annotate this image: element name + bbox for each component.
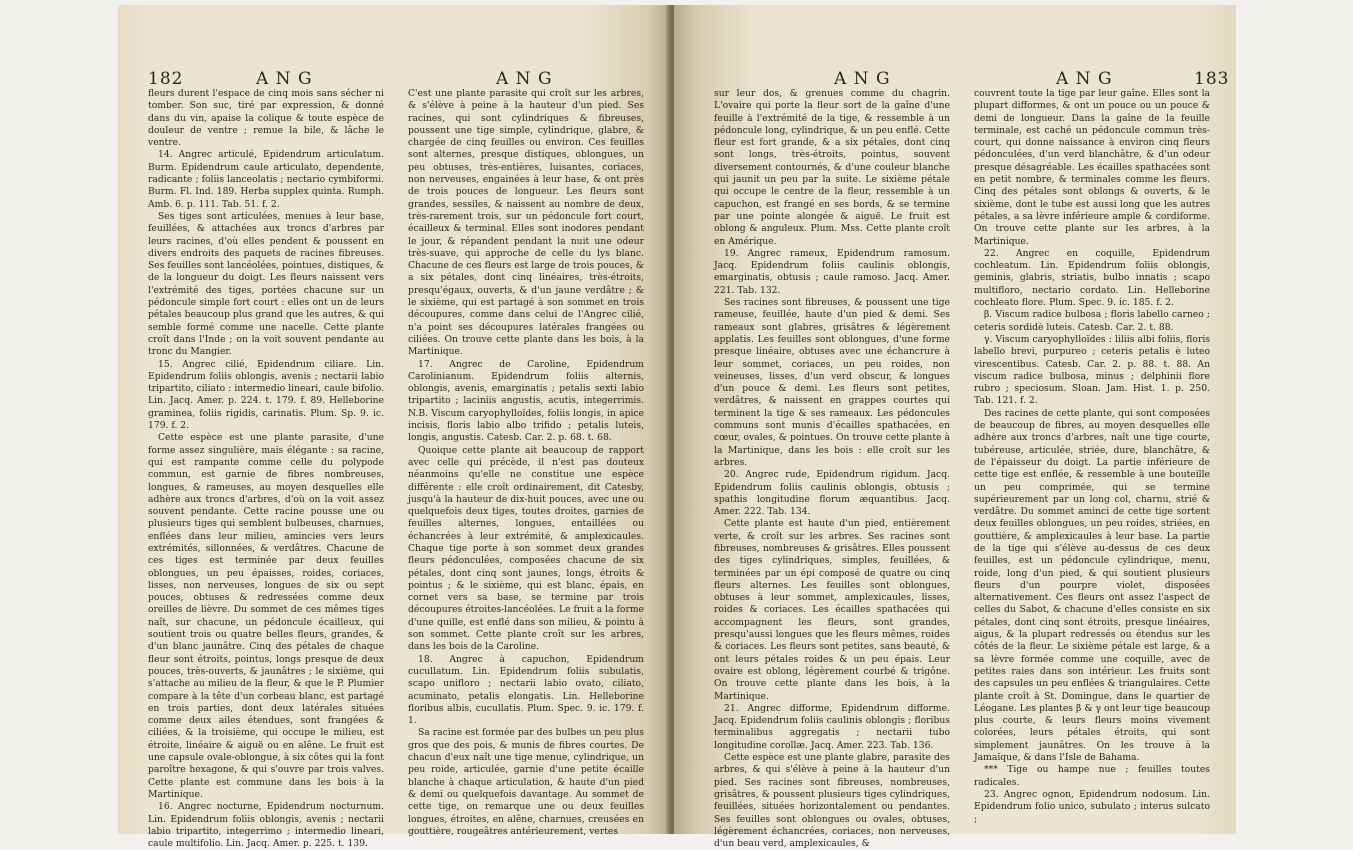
paragraph: fleurs durent l'espace de cinq mois sans sécher ni tomber. Son suc, tiré par expression, & donné dans du vin, apaise la colique & toute espèce de douleur de ventre ; remue la bile, & lâche le ventre. <box>148 88 384 149</box>
open-book <box>118 5 1236 850</box>
running-head: A N G <box>496 69 553 89</box>
paragraph: couvrent toute la tige par leur gaîne. Elles sont la plupart difformes, & ont un pouce ou un pouce & demi de longueur. Dans la gaîne de la feuille terminale, est caché un pédoncule commun très-court, qui donne naissance à environ cinq fleurs pédonculées, d'un verd blanchâtre, & d'un odeur presque désagréable. Les écailles spathacées sont en petit nombre, & terminales comme les fleurs. Cinq des pétales sont oblongs & ouverts, & le sixième, dont le tube est aussi long que les autres pétales, a sa lèvre inférieure ample & cordiforme. On trouve cette plante sur les arbres, à la Martinique. <box>974 88 1210 247</box>
paragraph: C'est une plante parasite qui croît sur les arbres, & s'élève à peine à la hauteur d'un pied. Ses racines, qui sont cylindriques & fibreuses, poussent une tige simple, cylindrique, glabre, & chargée de cinq feuilles ou environ. Ces feuilles sont alternes, presque distiques, oblongues, un peu obtuses, très-entières, luisantes, coriaces, non nerveuses, engainées à leur base, & ont près de trois pouces de longueur. Les fleurs sont grandes, sessiles, & naissent au nombre de deux, très-rarement trois, sur un pédoncule fort court, écailleux & terminal. Elles sont inodores pendant le jour, & répandent pendant la nuit une odeur très-suave, qui approche de celle du lys blanc. Chacune de ces fleurs est large de trois pouces, & a six pétales, dont cinq linéaires, très-étroits, presqu'égaux, ouverts, & d'un jaune verdâtre ; & le sixième, qui est partagé à son sommet en trois découpures, comme dans celui de l'Angrec cilié, n'a point ses découpures latérales frangées ou ciliées. On trouve cette plante dans les bois, à la Martinique. <box>408 88 644 358</box>
text-column-left <box>714 88 950 850</box>
left-page <box>118 5 670 850</box>
page-number: 183 <box>1194 69 1230 89</box>
text-column-right <box>974 88 1210 826</box>
running-head: A N G <box>834 69 891 89</box>
paragraph: 17. Angrec de Caroline, Epidendrum Carolinianum. Epidendrum foliis alternis, oblongis, avenis, emarginatis ; petalis sexti labio tripartito ; laciniis angustis, acutis, integerrimis. N.B. Viscum caryophylloïdes, foliis longis, in apice incisis, floris labio albo trifido ; petalis luteis, longis, angustis. Catesb. Car. 2. p. 68. t. 68. <box>408 358 644 444</box>
paragraph: Quoique cette plante ait beaucoup de rapport avec celle qui précède, il n'est pas douteux néanmoins qu'elle ne constitue une espèce différente : elle croît ordinairement, dit Catesby, jusqu'à la hauteur de dix-huit pouces, avec une ou quelquefois deux tiges, toutes droites, garnies de feuilles alternes, longues, entaillées ou échancrées à leur extrémité, & amplexicaules. Chaque tige porte à son sommet deux grandes fleurs pédonculées, composées chacune de six pétales, dont cinq sont jaunes, longs, étroits & pointus ; & le sixième, qui est blanc, épais, en cornet vers sa base, se termine par trois découpures étroites-lancéolées. Le fruit a la forme d'une quille, est enflé dans son milieu, & pointu à son sommet. Cette plante croît sur les arbres, dans les bois de la Caroline. <box>408 444 644 653</box>
page-number: 182 <box>148 69 184 89</box>
paragraph: γ. Viscum caryophylloïdes : liliis albi foliis, floris labello brevi, purpureo ; ceteris petalis è luteo virescentibus. Catesb. Car. 2. p. 88. t. 88. An viscum radice bulbosa, minus ; delphinii flore rubro ; speciosum. Sloan. Jam. Hist. 1. p. 250. Tab. 121. f. 2. <box>974 333 1210 407</box>
text-column-left <box>148 88 384 850</box>
right-page <box>674 5 1236 850</box>
paragraph: Des racines de cette plante, qui sont composées de beaucoup de fibres, au moyen desquelles elle adhère aux troncs d'arbres, naît une tige courte, tubéreuse, articulée, striée, dure, blanchâtre, & de l'épaisseur du doigt. La partie inférieure de cette tige est enflée, & ressemble à une bouteille un peu comprimée, qui se termine supérieurement par un long col, charnu, strié & verdâtre. Du sommet aminci de cette tige sortent deux feuilles oblongues, un peu roides, striées, en gouttière, & amplexicaules à leur base. La partie de la tige qui s'élève au-dessus de ces deux feuilles, est un pédoncule cylindrique, menu, roide, long d'un pied, & qui soutient plusieurs fleurs d'un pourpre violet, disposées alternativement. Ces fleurs ont assez l'aspect de celles du Sabot, & chacune d'elles consiste en six pétales, dont cinq sont étroits, presque linéaires, aigus, & la plupart redressés ou étendus sur les côtés de la fleur. Le sixième pétale est large, & a sa lèvre formée comme une coquille, avec de petites raies dans son intérieur. Les fruits sont des capsules un peu enflées & triangulaires. Cette plante croît à St. Domingue, dans le quartier de Léogane. Les plantes β & γ ont leur tige beaucoup plus courte, & leurs fleurs moins vivement colorées, leurs pétales étroits, qui sont simplement jaunâtres. On les trouve à la Jamaïque, & dans l'Isle de Bahama. <box>974 407 1210 764</box>
paragraph: 20. Angrec rude, Epidendrum rigidum. Jacq. Epidendrum foliis caulinis oblongis, obtusis ; spathis longitudine florum æquantibus. Jacq. Amer. 222. Tab. 134. <box>714 469 950 518</box>
paragraph: Sa racine est formée par des bulbes un peu plus gros que des pois, & munis de fibres courtes. De chacun d'eux naît une tige menue, cylindrique, un peu roide, articulée, garnie d'une petite écaille blanche à chaque articulation, & haute d'un pied & demi ou quelquefois davantage. Au sommet de cette tige, on remarque une ou deux feuilles longues, étroites, en alêne, charnues, creusées en gouttière, rougeâtres antérieurement, vertes <box>408 727 644 837</box>
paragraph: 16. Angrec nocturne, Epidendrum nocturnum. Lin. Epidendrum foliis oblongis, avenis ; nectarii labio tripartito, integerrimo ; intermedio lineari, caule multifolio. Lin. Jacq. Amer. p. 225. t. 139. <box>148 801 384 850</box>
paragraph: 23. Angrec ognon, Epidendrum nodosum. Lin. Epidendrum folio unico, subulato ; interus sulcato ; <box>974 788 1210 825</box>
running-head: A N G <box>1056 69 1113 89</box>
text-column-right <box>408 88 644 838</box>
paragraph: β. Viscum radice bulbosa ; floris labello carneo ; ceteris sordidè luteis. Catesb. Car. 2. t. 88. <box>974 309 1210 333</box>
paragraph: *** Tige ou hampe nue ; feuilles toutes radicales. <box>974 764 1210 788</box>
paragraph: Ses racines sont fibreuses, & poussent une tige rameuse, feuillée, haute d'un pied & demi. Ses rameaux sont glabres, grisâtres & légèrement applatis. Les feuilles sont oblongues, d'une forme presque linéaire, obtuses avec une échancrure à leur sommet, coriaces, un peu roides, non veineuses, lisses, d'un verd obscur, & longues d'un pouce & demi. Les fleurs sont petites, verdâtres, & naissent en grappes courtes qui terminent la tige & ses rameaux. Les pédoncules communs sont munis d'écailles spathacées, en cœur, ovales, & pointues. On trouve cette plante à la Martinique, dans les bois : elle croît sur les arbres. <box>714 297 950 468</box>
paragraph: 19. Angrec rameux, Epidendrum ramosum. Jacq. Epidendrum foliis caulinis oblongis, emarginatis, obtusis ; caule ramoso. Jacq. Amer. 221. Tab. 132. <box>714 247 950 296</box>
paragraph: Cette espèce est une plante glabre, parasite des arbres, & qui s'élève à peine à la hauteur d'un pied. Ses racines sont fibreuses, nombreuses, grisâtres, & poussent plusieurs tiges cylindriques, feuillées, situées horizontalement ou pendantes. Ses feuilles sont oblongues ou ovales, obtuses, légèrement échancrées, coriaces, non nerveuses, d'un beau verd, amplexicaules, & <box>714 752 950 850</box>
paragraph: Ses tiges sont articulées, menues à leur base, feuillées, & attachées aux troncs d'arbres par leurs racines, d'où elles pendent & poussent en divers endroits des paquets de racines fibreuses. Ses feuilles sont lancéolées, pointues, distiques, & de la longueur du doigt. Les fleurs naissent vers l'extrémité des tiges, portées chacune sur un pédoncule simple fort court : elles ont un de leurs pétales beaucoup plus grand que les autres, & qui semble formé comme une nacelle. Cette plante croît dans l'Inde ; on la voit souvent pendante au tronc du Mangier. <box>148 210 384 358</box>
paragraph: sur leur dos, & grenues comme du chagrin. L'ovaire qui porte la fleur sort de la gaîne d'une feuille à l'extrémité de la tige, & ressemble à un pédoncule long, cylindrique, & un peu enflé. Cette fleur est fort grande, & a six pétales, dont cinq sont longs, très-étroits, pointus, souvent diversement contournés, & d'une couleur blanche qui jaunit un peu par la suite. Le sixième pétale qui occupe le centre de la fleur, ressemble à un capuchon, est frangé en ses bords, & se termine par une pointe alongée & aiguë. Le fruit est oblong & anguleux. Plum. Mss. Cette plante croît en Amérique. <box>714 88 950 247</box>
paragraph: 22. Angrec en coquille, Epidendrum cochleatum. Lin. Epidendrum foliis oblongis, geminis, glabris, striatis, bulbo innatis ; scapo multifloro, nectario cordato. Lin. Helleborine cochleato flore. Plum. Spec. 9. ic. 185. f. 2. <box>974 247 1210 309</box>
paragraph: Cette plante est haute d'un pied, entièrement verte, & croît sur les arbres. Ses racines sont fibreuses, nombreuses & grisâtres. Elles poussent des tiges cylindriques, simples, feuillées, & terminées par un épi composé de quatre ou cinq fleurs alternes. Les feuilles sont oblongues, obtuses à leur sommet, amplexicaules, lisses, roides & coriaces. Les écailles spathacées qui accompagnent les fleurs, sont grandes, presqu'aussi longues que les fleurs mêmes, roides & coriaces. Les fleurs sont petites, sans beauté, & ont leurs pétales roides & un peu épais. Leur ovaire est oblong, légèrement courbé & trigône. On trouve cette plante dans les bois, à la Martinique. <box>714 518 950 702</box>
paragraph: 15. Angrec cilié, Epidendrum ciliare. Lin. Epidendrum foliis oblongis, avenis ; nectarii labio tripartito, ciliato : intermedio lineari, caule bifolio. Lin. Jacq. Amer. p. 224. t. 179. f. 89. Helleborine graminea, foliis rigidis, carinatis. Plum. Sp. 9. ic. 179. f. 2. <box>148 358 384 432</box>
paragraph: 14. Angrec articulé, Epidendrum articulatum. Burm. Epidendrum caule articulato, dependente, radicante ; foliis lanceolatis ; nectario cymbiformi. Burm. Fl. Ind. 189. Herba supplex quinta. Rumph. Amb. 6. p. 111. Tab. 51. f. 2. <box>148 149 384 210</box>
running-head: A N G <box>256 69 313 89</box>
paragraph: 21. Angrec difforme, Epidendrum difforme. Jacq. Epidendrum foliis caulinis oblongis ; floribus terminalibus aggregatis ; nectarii tubo longitudine corollæ. Jacq. Amer. 223. Tab. 136. <box>714 702 950 751</box>
paragraph: Cette espèce est une plante parasite, d'une forme assez singulière, mais élégante : sa racine, qui est rampante comme celle du polypode commun, est garnie de fibres nombreuses, longues, & rameuses, au moyen desquelles elle adhère aux troncs d'arbres, d'où on la voit assez souvent pendante. Cette racine pousse une ou plusieurs tiges qui semblent bulbeuses, charnues, enflées dans leur milieu, amincies vers leurs extrémités, sillonnées, & verdâtres. Chacune de ces tiges est terminée par deux feuilles oblongues, un peu épaisses, roides, coriaces, lisses, non nerveuses, longues de six ou sept pouces, obtuses & redressées comme deux oreilles de lièvre. Du sommet de ces mêmes tiges naît, sur chacune, un pédoncule écailleux, qui soutient trois ou quatre belles fleurs, grandes, & d'un blanc jaunâtre. Cinq des pétales de chaque fleur sont étroits, pointus, longs presque de deux pouces, très-ouverts, & jaunâtres ; le sixième, qui s'attache au milieu de la fleur, & que le P. Plumier compare à la tête d'un corbeau blanc, est partagé en trois parties, dont deux latérales situées comme deux ailes étendues, sont frangées & ciliées, & la troisième, qui occupe le milieu, est étroite, linéaire & aiguë ou en alêne. Le fruit est une capsule ovale-oblongue, à six côtes qui la font paroître hexagone, & qui s'ouvre par trois valves. Cette plante est commune dans les bois à la Martinique. <box>148 432 384 800</box>
paragraph: 18. Angrec à capuchon, Epidendrum cucullatum. Lin. Epidendrum foliis subulatis, scapo unifloro ; nectarii labio ovato, ciliato, acuminato, petalis elongatis. Lin. Helleborine floribus albis, cucullatis. Plum. Spec. 9. ic. 179. f. 1. <box>408 653 644 727</box>
